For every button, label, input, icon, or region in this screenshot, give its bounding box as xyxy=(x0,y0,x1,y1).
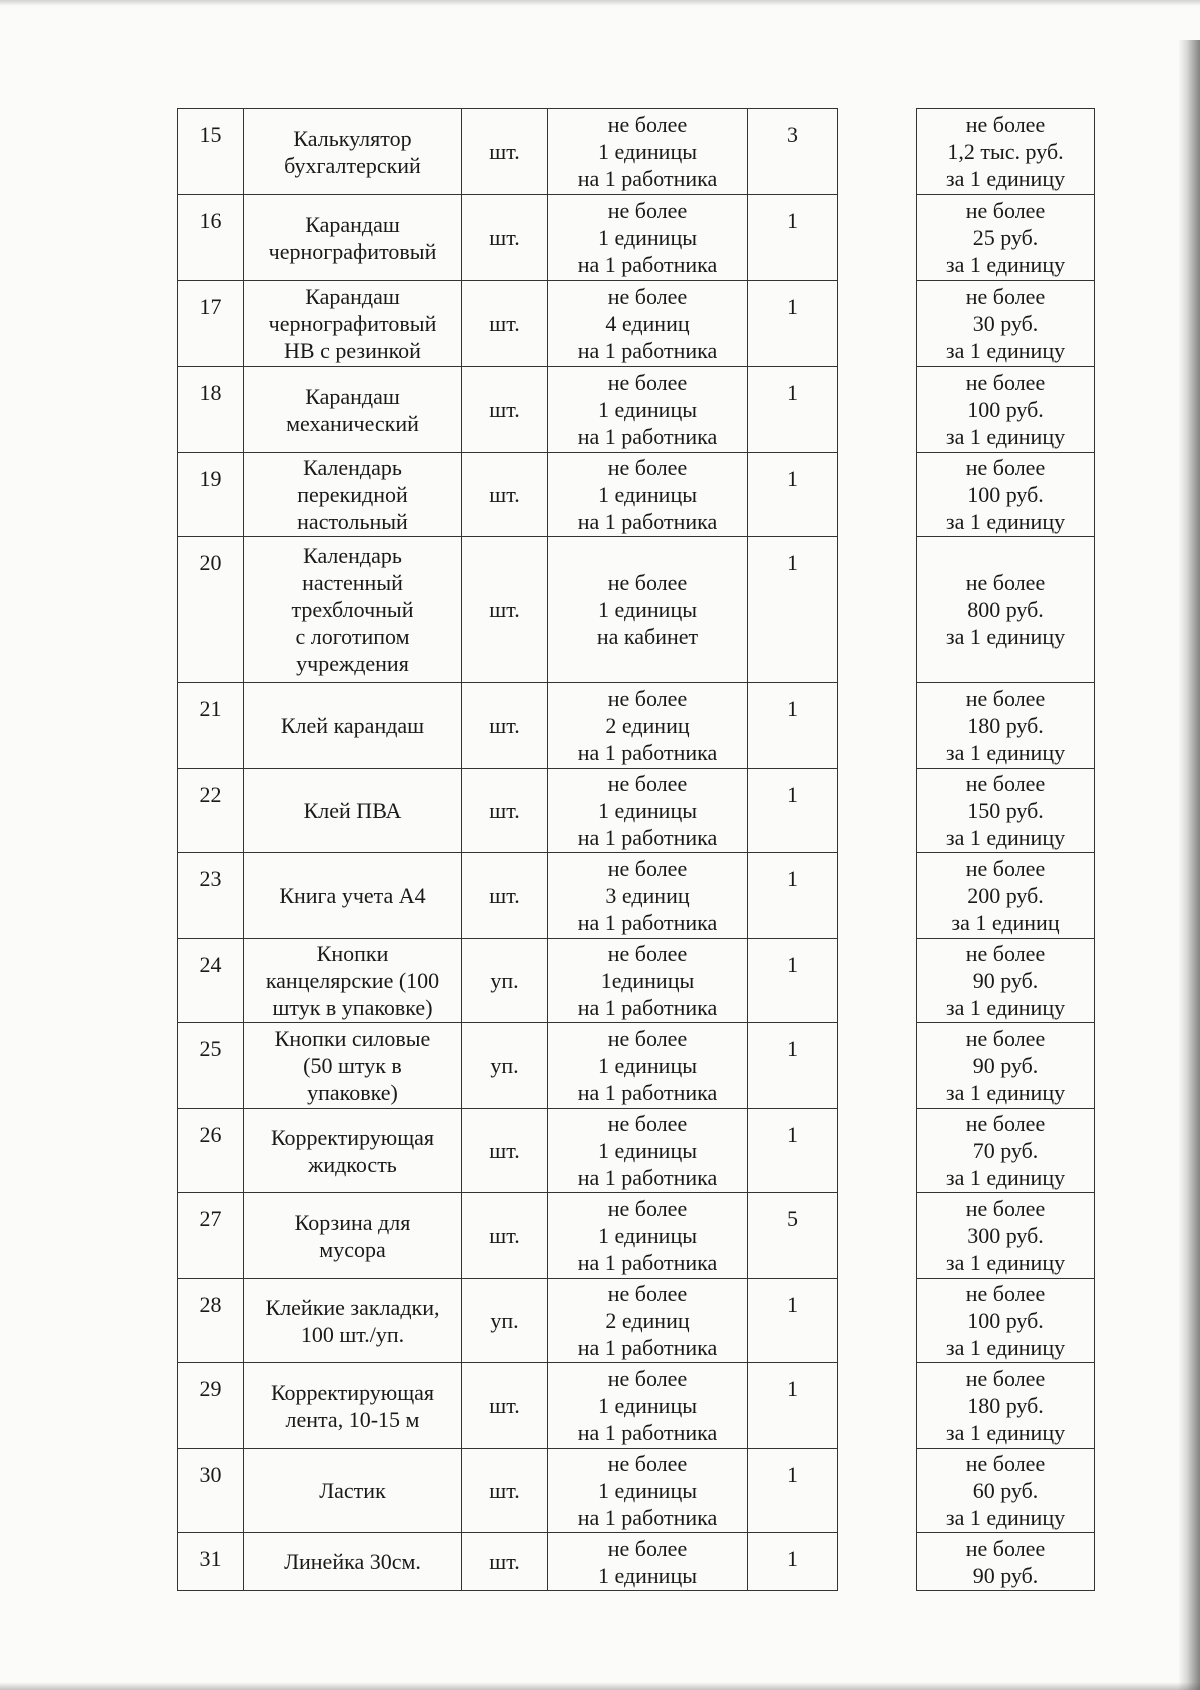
item-norm-line: 1 единицы xyxy=(597,798,698,823)
table-row xyxy=(178,1279,838,1363)
item-name-line: перекидной xyxy=(297,482,408,507)
item-unit: шт. xyxy=(462,1533,548,1591)
item-norm-line: не более xyxy=(607,570,688,595)
item-name xyxy=(244,683,462,769)
item-price-line: за 1 единицу xyxy=(945,1420,1066,1445)
table-row xyxy=(917,1193,1095,1279)
item-quantity: 1 xyxy=(748,683,838,769)
table-row xyxy=(917,195,1095,281)
item-price-line: не более xyxy=(965,941,1046,966)
table-row xyxy=(917,1109,1095,1193)
item-norm-line: 1 единицы xyxy=(597,397,698,422)
item-norm-line: 1 единицы xyxy=(597,139,698,164)
scan-edge-top xyxy=(0,0,1200,6)
item-price-line: не более xyxy=(965,455,1046,480)
item-unit: уп. xyxy=(462,1023,548,1109)
item-name-line: Клейкие закладки, xyxy=(265,1294,440,1320)
item-norm-line: не более xyxy=(607,941,688,966)
item-unit: шт. xyxy=(462,1109,548,1193)
item-name-line: Корректирующая xyxy=(270,1379,435,1405)
row-number: 26 xyxy=(178,1109,244,1193)
item-name xyxy=(244,1279,462,1363)
table-row xyxy=(917,683,1095,769)
item-price-line: за 1 единицу xyxy=(945,740,1066,765)
item-unit: шт. xyxy=(462,683,548,769)
table-row xyxy=(178,537,838,683)
price-table xyxy=(916,108,1095,1591)
item-norm xyxy=(548,195,748,281)
item-price xyxy=(917,1533,1095,1591)
item-price xyxy=(917,1363,1095,1449)
item-price-line: за 1 единицу xyxy=(945,424,1066,449)
item-norm-line: на 1 работника xyxy=(577,1080,718,1105)
item-norm-line: 1 единицы xyxy=(597,1478,698,1503)
item-name-line: мусора xyxy=(319,1236,386,1262)
item-price-line: не более xyxy=(965,1026,1046,1051)
item-unit: шт. xyxy=(462,1193,548,1279)
item-unit: шт. xyxy=(462,367,548,453)
item-price-line: не более xyxy=(965,1451,1046,1476)
item-name xyxy=(244,1533,462,1591)
table-row xyxy=(178,367,838,453)
item-price-line: за 1 единиц xyxy=(951,910,1060,935)
item-quantity: 3 xyxy=(748,109,838,195)
item-price-line: не более xyxy=(965,1196,1046,1221)
item-price-line: за 1 единицу xyxy=(945,1165,1066,1190)
item-price-line: не более xyxy=(965,198,1046,223)
item-name-line: HB с резинкой xyxy=(284,338,421,363)
item-name-line: учреждения xyxy=(296,651,409,676)
item-quantity: 1 xyxy=(748,1279,838,1363)
item-norm-line: не более xyxy=(607,1281,688,1306)
item-name xyxy=(244,453,462,537)
scan-edge-right xyxy=(1178,40,1200,1690)
item-quantity: 1 xyxy=(748,537,838,683)
row-number: 31 xyxy=(178,1533,244,1591)
item-name-line: Клей карандаш xyxy=(280,713,425,738)
item-norm xyxy=(548,453,748,537)
item-name-line: Книга учета А4 xyxy=(279,883,426,908)
item-price-line: за 1 единицу xyxy=(945,252,1066,277)
row-number: 18 xyxy=(178,367,244,453)
item-price-line: 90 руб. xyxy=(972,1053,1039,1078)
item-unit: шт. xyxy=(462,853,548,939)
item-name xyxy=(244,1023,462,1109)
row-number: 21 xyxy=(178,683,244,769)
row-number: 23 xyxy=(178,853,244,939)
item-price xyxy=(917,683,1095,769)
item-price xyxy=(917,1109,1095,1193)
item-norm-line: не более xyxy=(607,1366,688,1391)
item-name-line: 100 шт./уп. xyxy=(300,1321,405,1347)
item-price xyxy=(917,195,1095,281)
item-price xyxy=(917,109,1095,195)
table-row xyxy=(917,453,1095,537)
item-quantity: 1 xyxy=(748,769,838,853)
item-quantity: 1 xyxy=(748,853,838,939)
item-norm xyxy=(548,683,748,769)
item-price-line: не более xyxy=(965,771,1046,796)
item-price-line: за 1 единицу xyxy=(945,1250,1066,1275)
item-price-line: не более xyxy=(965,370,1046,395)
item-price xyxy=(917,1279,1095,1363)
norms-table xyxy=(177,108,838,1591)
item-name-line: Календарь xyxy=(303,455,402,480)
table-row xyxy=(917,109,1095,195)
item-name-line: чернографитовый xyxy=(268,238,437,264)
item-norm-line: не более xyxy=(607,284,688,309)
item-price-line: 100 руб. xyxy=(967,482,1044,507)
item-norm-line: не более xyxy=(607,370,688,395)
item-price-line: не более xyxy=(965,1535,1046,1561)
table-row xyxy=(178,939,838,1023)
row-number: 24 xyxy=(178,939,244,1023)
item-price xyxy=(917,453,1095,537)
item-norm-line: на 1 работника xyxy=(577,740,718,765)
item-name-line: Корректирующая xyxy=(270,1124,435,1150)
item-name-line: Кнопки силовые xyxy=(274,1026,431,1051)
item-price-line: не более xyxy=(965,284,1046,309)
row-number: 20 xyxy=(178,537,244,683)
row-number: 27 xyxy=(178,1193,244,1279)
item-name xyxy=(244,853,462,939)
item-norm-line: не более xyxy=(607,455,688,480)
item-price-line: 180 руб. xyxy=(967,1393,1044,1418)
item-price xyxy=(917,853,1095,939)
table-row xyxy=(178,853,838,939)
item-name-line: жидкость xyxy=(308,1151,397,1177)
item-norm xyxy=(548,367,748,453)
item-price-line: не более xyxy=(965,1281,1046,1306)
row-number: 19 xyxy=(178,453,244,537)
item-norm xyxy=(548,1363,748,1449)
item-norm-line: на 1 работника xyxy=(577,1165,718,1190)
item-unit: шт. xyxy=(462,1449,548,1533)
item-norm-line: на 1 работника xyxy=(577,252,718,277)
item-price-line: не более xyxy=(965,570,1046,595)
item-unit: шт. xyxy=(462,453,548,537)
item-name-line: с логотипом xyxy=(295,624,410,649)
item-price xyxy=(917,367,1095,453)
table-row xyxy=(178,109,838,195)
item-name-line: Карандаш xyxy=(305,284,400,309)
table-row xyxy=(178,1533,838,1591)
item-norm-line: на 1 работника xyxy=(577,166,718,191)
item-price-line: за 1 единицу xyxy=(945,509,1066,534)
item-unit: шт. xyxy=(462,195,548,281)
item-norm-line: не более xyxy=(607,1111,688,1136)
table-row xyxy=(178,769,838,853)
item-norm xyxy=(548,109,748,195)
item-unit: уп. xyxy=(462,1279,548,1363)
item-price-line: за 1 единицу xyxy=(945,1080,1066,1105)
item-norm-line: 1 единицы xyxy=(597,1138,698,1163)
table-row xyxy=(178,1363,838,1449)
item-price-line: не более xyxy=(965,1111,1046,1136)
item-name-line: Календарь xyxy=(303,543,402,568)
item-name-line: упаковке) xyxy=(307,1080,398,1105)
item-price-line: 100 руб. xyxy=(967,397,1044,422)
item-name xyxy=(244,1363,462,1449)
item-name-line: лента, 10-15 м xyxy=(285,1406,420,1432)
item-quantity: 1 xyxy=(748,195,838,281)
item-norm-line: 2 единиц xyxy=(605,1308,690,1333)
item-norm-line: не более xyxy=(607,1535,688,1561)
item-quantity: 1 xyxy=(748,1363,838,1449)
item-name-line: чернографитовый xyxy=(268,311,437,336)
item-name-line: (50 штук в xyxy=(303,1053,402,1078)
table-row xyxy=(178,1449,838,1533)
item-quantity: 1 xyxy=(748,367,838,453)
item-norm-line: на 1 работника xyxy=(577,825,718,850)
item-price xyxy=(917,1023,1095,1109)
table-row xyxy=(917,1279,1095,1363)
table-row xyxy=(917,1533,1095,1591)
item-norm-line: не более xyxy=(607,198,688,223)
item-name-line: Калькулятор xyxy=(293,125,412,151)
item-norm-line: на 1 работника xyxy=(577,1335,718,1360)
table-row xyxy=(178,1023,838,1109)
item-name-line: трехблочный xyxy=(291,597,414,622)
item-unit: шт. xyxy=(462,109,548,195)
item-price-line: 30 руб. xyxy=(972,311,1039,336)
item-unit: шт. xyxy=(462,769,548,853)
item-name-line: штук в упаковке) xyxy=(272,995,433,1020)
row-number: 28 xyxy=(178,1279,244,1363)
table-row xyxy=(178,453,838,537)
item-norm xyxy=(548,1279,748,1363)
item-quantity: 1 xyxy=(748,1533,838,1591)
table-row xyxy=(917,281,1095,367)
item-norm-line: 1 единицы xyxy=(597,1562,698,1588)
item-price-line: за 1 единицу xyxy=(945,166,1066,191)
item-norm xyxy=(548,1449,748,1533)
table-row xyxy=(178,1109,838,1193)
item-norm xyxy=(548,1023,748,1109)
item-price xyxy=(917,939,1095,1023)
item-name xyxy=(244,939,462,1023)
item-name-line: Карандаш xyxy=(305,383,400,409)
item-norm xyxy=(548,537,748,683)
item-price-line: 60 руб. xyxy=(972,1478,1039,1503)
item-price-line: 100 руб. xyxy=(967,1308,1044,1333)
item-name-line: механический xyxy=(286,410,419,436)
row-number: 22 xyxy=(178,769,244,853)
item-name xyxy=(244,281,462,367)
item-quantity: 5 xyxy=(748,1193,838,1279)
item-quantity: 1 xyxy=(748,453,838,537)
table-row xyxy=(917,1363,1095,1449)
item-name-line: Корзина для xyxy=(294,1209,411,1235)
item-name-line: Ластик xyxy=(319,1478,386,1503)
item-norm-line: не более xyxy=(607,686,688,711)
row-number: 17 xyxy=(178,281,244,367)
row-number: 16 xyxy=(178,195,244,281)
item-norm-line: не более xyxy=(607,856,688,881)
item-price-line: не более xyxy=(965,1366,1046,1391)
item-unit: уп. xyxy=(462,939,548,1023)
item-norm-line: на 1 работника xyxy=(577,1250,718,1275)
table-row xyxy=(917,537,1095,683)
item-norm-line: 2 единиц xyxy=(605,713,690,738)
item-unit: шт. xyxy=(462,1363,548,1449)
item-name xyxy=(244,367,462,453)
item-price-line: за 1 единицу xyxy=(945,1505,1066,1530)
row-number: 29 xyxy=(178,1363,244,1449)
item-norm-line: 1 единицы xyxy=(597,1393,698,1418)
item-quantity: 1 xyxy=(748,1449,838,1533)
item-name-line: Карандаш xyxy=(305,211,400,237)
item-norm-line: 1 единицы xyxy=(597,1223,698,1248)
item-norm-line: 1 единицы xyxy=(597,225,698,250)
item-name xyxy=(244,1109,462,1193)
item-norm-line: не более xyxy=(607,771,688,796)
item-norm-line: 3 единиц xyxy=(605,883,690,908)
row-number: 25 xyxy=(178,1023,244,1109)
item-norm-line: не более xyxy=(607,1196,688,1221)
item-price-line: 150 руб. xyxy=(967,798,1044,823)
item-price-line: 70 руб. xyxy=(972,1138,1039,1163)
item-norm xyxy=(548,1193,748,1279)
item-norm xyxy=(548,1533,748,1591)
item-quantity: 1 xyxy=(748,1023,838,1109)
item-price-line: 180 руб. xyxy=(967,713,1044,738)
item-price xyxy=(917,281,1095,367)
item-price-line: 90 руб. xyxy=(972,968,1039,993)
item-quantity: 1 xyxy=(748,1109,838,1193)
item-price-line: не более xyxy=(965,686,1046,711)
table-row xyxy=(178,281,838,367)
item-norm-line: 1 единицы xyxy=(597,482,698,507)
item-norm xyxy=(548,1109,748,1193)
item-name-line: Линейка 30см. xyxy=(284,1549,421,1574)
item-norm-line: на 1 работника xyxy=(577,509,718,534)
item-norm xyxy=(548,939,748,1023)
item-price-line: за 1 единицу xyxy=(945,995,1066,1020)
table-row xyxy=(917,367,1095,453)
item-name-line: Клей ПВА xyxy=(303,798,402,823)
item-price-line: не более xyxy=(965,856,1046,881)
item-norm-line: не более xyxy=(607,112,688,137)
table-row xyxy=(917,769,1095,853)
scan-edge-bottom xyxy=(0,1682,1200,1690)
item-norm-line: 1 единицы xyxy=(597,1053,698,1078)
item-norm-line: не более xyxy=(607,1451,688,1476)
norms-table-body xyxy=(178,109,838,1591)
item-name-line: бухгалтерский xyxy=(284,152,421,178)
table-row xyxy=(917,853,1095,939)
item-price-line: 200 руб. xyxy=(967,883,1044,908)
item-price-line: 90 руб. xyxy=(972,1562,1039,1588)
item-name xyxy=(244,195,462,281)
item-price-line: за 1 единицу xyxy=(945,624,1066,649)
item-norm-line: на кабинет xyxy=(596,624,699,649)
item-norm-line: не более xyxy=(607,1026,688,1051)
item-norm-line: 1 единицы xyxy=(597,597,698,622)
item-name xyxy=(244,109,462,195)
item-price-line: за 1 единицу xyxy=(945,338,1066,363)
price-table-body xyxy=(917,109,1095,1591)
item-price xyxy=(917,1193,1095,1279)
table-row xyxy=(917,939,1095,1023)
table-row xyxy=(178,683,838,769)
item-norm-line: на 1 работника xyxy=(577,995,718,1020)
item-price-line: за 1 единицу xyxy=(945,825,1066,850)
item-norm-line: 1единицы xyxy=(600,968,695,993)
item-norm xyxy=(548,281,748,367)
item-price-line: за 1 единицу xyxy=(945,1335,1066,1360)
item-price-line: 1,2 тыс. руб. xyxy=(947,139,1064,164)
item-name-line: Кнопки xyxy=(316,941,389,966)
item-price-line: 300 руб. xyxy=(967,1223,1044,1248)
table-row xyxy=(178,1193,838,1279)
item-norm xyxy=(548,853,748,939)
table-row xyxy=(917,1023,1095,1109)
item-norm xyxy=(548,769,748,853)
item-name-line: настольный xyxy=(297,509,408,534)
item-price xyxy=(917,769,1095,853)
item-norm-line: на 1 работника xyxy=(577,910,718,935)
item-name xyxy=(244,769,462,853)
item-price-line: 25 руб. xyxy=(972,225,1039,250)
item-unit: шт. xyxy=(462,281,548,367)
item-price xyxy=(917,537,1095,683)
item-norm-line: на 1 работника xyxy=(577,1505,718,1530)
item-quantity: 1 xyxy=(748,939,838,1023)
item-name xyxy=(244,537,462,683)
table-row xyxy=(178,195,838,281)
item-norm-line: на 1 работника xyxy=(577,338,718,363)
item-unit: шт. xyxy=(462,537,548,683)
row-number: 30 xyxy=(178,1449,244,1533)
item-name xyxy=(244,1449,462,1533)
item-norm-line: на 1 работника xyxy=(577,1420,718,1445)
item-norm-line: на 1 работника xyxy=(577,424,718,449)
item-price-line: 800 руб. xyxy=(967,597,1044,622)
item-price-line: не более xyxy=(965,112,1046,137)
item-norm-line: 4 единиц xyxy=(605,311,690,336)
item-name-line: канцелярские (100 xyxy=(265,968,440,993)
item-price xyxy=(917,1449,1095,1533)
item-quantity: 1 xyxy=(748,281,838,367)
item-name-line: настенный xyxy=(302,570,403,595)
table-row xyxy=(917,1449,1095,1533)
item-name xyxy=(244,1193,462,1279)
row-number: 15 xyxy=(178,109,244,195)
